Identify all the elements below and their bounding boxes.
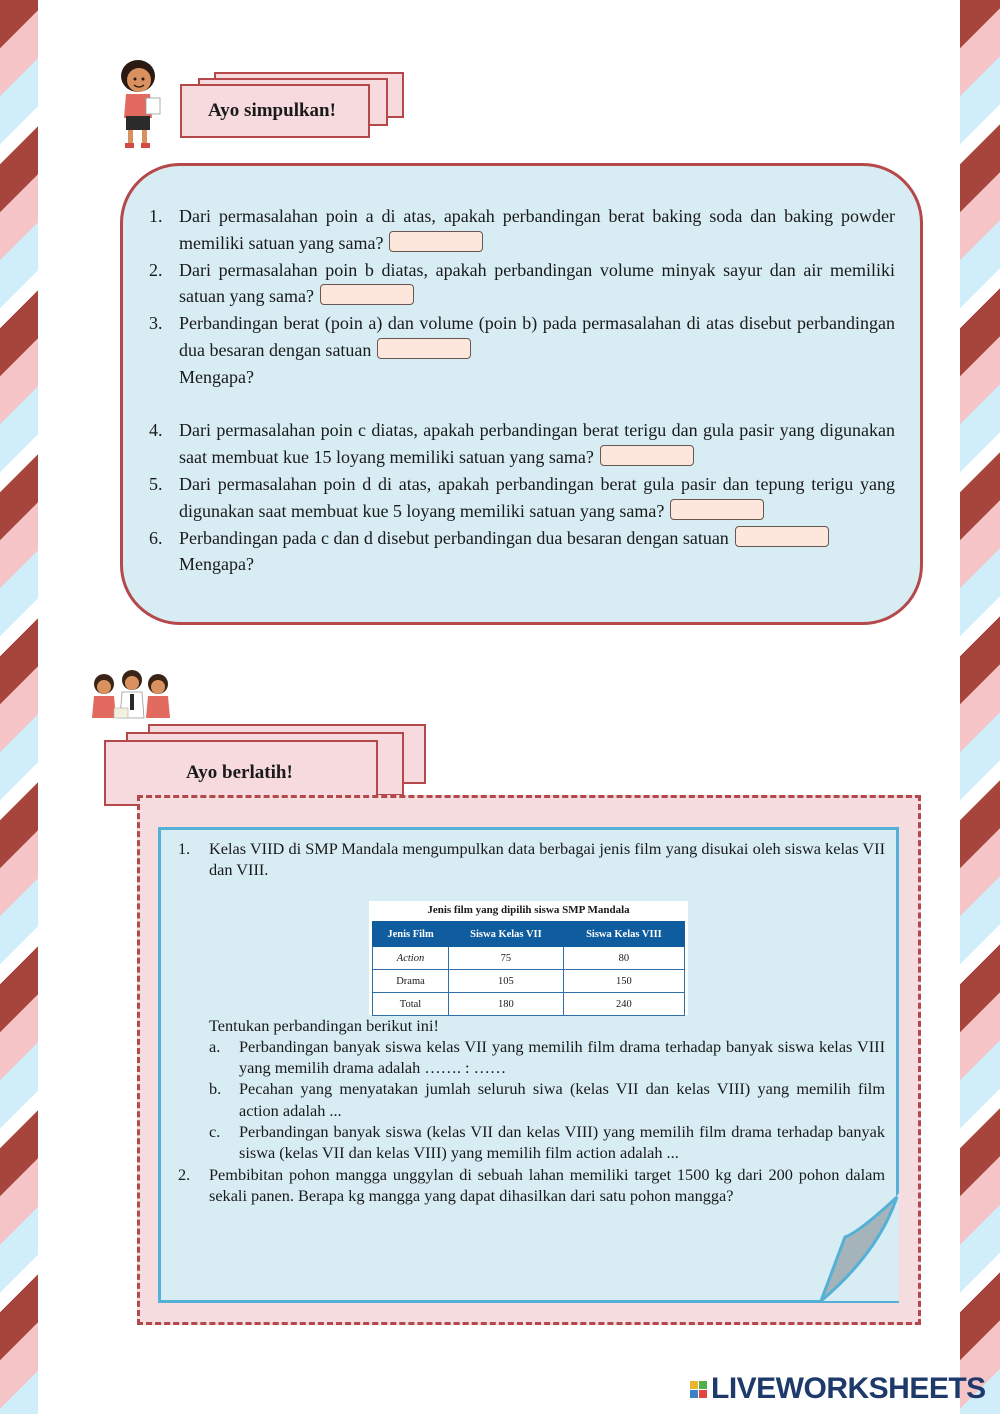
exercise-content	[178, 838, 885, 1206]
question-2: 2. Pembibitan pohon mangga unggylan di sebuah lahan memiliki target 1500 kg dari 200 pohon dalam sekali panen. Berapa kg mangga yang dapat dihasilkan dari satu pohon mangga?	[178, 1164, 885, 1205]
answer-input[interactable]	[377, 338, 471, 359]
list-item: 4. Dari permasalahan poin c diatas, apakah perbandingan berat terigu dan gula pasir yang digunakan saat membuat kue 15 loyang memiliki satuan yang sama?	[149, 420, 895, 468]
section-tab-simpulkan	[180, 72, 402, 140]
answer-input[interactable]	[389, 231, 483, 252]
film-data-table	[369, 901, 688, 1015]
list-item: 1. Dari permasalahan poin a di atas, apakah perbandingan berat baking soda dan baking powder memiliki satuan yang sama?	[149, 206, 895, 253]
logo-icon	[690, 1381, 707, 1398]
list-item: 6. Perbandingan pada c dan d disebut perbandingan dua besaran dengan satuan Mengapa?	[149, 525, 895, 579]
answer-input[interactable]	[600, 445, 694, 466]
section-title: Ayo simpulkan!	[208, 100, 336, 121]
sub-question-a: a. Perbandingan banyak siswa kelas VII yang memilih film drama terhadap banyak siswa kelas VIII yang memilih drama adalah ……. : ……	[209, 1036, 885, 1078]
table-row: Action 75 80	[373, 947, 685, 970]
answer-input[interactable]	[320, 284, 414, 305]
answer-input[interactable]	[735, 526, 829, 547]
girl-reading-illustration	[112, 56, 170, 154]
list-item: 3. Perbandingan berat (poin a) dan volume (poin b) pada permasalahan di atas disebut perbandingan dua besaran dengan satuan Mengapa?	[149, 313, 895, 387]
table-header: Jenis Film	[373, 922, 449, 947]
section-title: Ayo berlatih!	[186, 762, 293, 783]
table-title: Jenis film yang dipilih siswa SMP Mandala	[427, 904, 630, 916]
table-header: Siswa Kelas VII	[449, 922, 564, 947]
decorative-stripe-right	[960, 0, 1000, 1414]
liveworksheets-logo: LIVEWORKSHEETS	[690, 1372, 986, 1406]
table-header: Siswa Kelas VIII	[563, 922, 684, 947]
decorative-stripe-left	[0, 0, 38, 1414]
answer-input[interactable]	[670, 499, 764, 520]
instruction-text: Tentukan perbandingan berikut ini!	[209, 1015, 439, 1035]
kids-group-illustration	[86, 668, 178, 724]
conclusion-box	[120, 163, 923, 625]
table-row: Drama 105 150	[373, 970, 685, 993]
sub-question-c: c. Perbandingan banyak siswa (kelas VII dan kelas VIII) yang memilih film drama terhadap banyak siswa (kelas VII dan kelas VIII) yang memilih film action adalah ...	[209, 1122, 885, 1163]
table-row: Total 180 240	[373, 993, 685, 1016]
sub-question-b: b. Pecahan yang menyatakan jumlah seluruh siwa (kelas VII dan kelas VIII) yang memilih film action adalah ...	[209, 1079, 885, 1120]
page-curl-corner	[818, 1193, 902, 1303]
list-item: 2. Dari permasalahan poin b diatas, apakah perbandingan volume minyak sayur dan air memiliki satuan yang sama?	[149, 259, 895, 307]
question-1: 1. Kelas VIID di SMP Mandala mengumpulkan data berbagai jenis film yang disukai oleh siswa kelas VII dan VIII.	[178, 839, 885, 880]
list-item: 5. Dari permasalahan poin d di atas, apakah perbandingan berat gula pasir dan tepung terigu yang digunakan saat membuat kue 5 loyang memiliki satuan yang sama?	[149, 473, 895, 521]
